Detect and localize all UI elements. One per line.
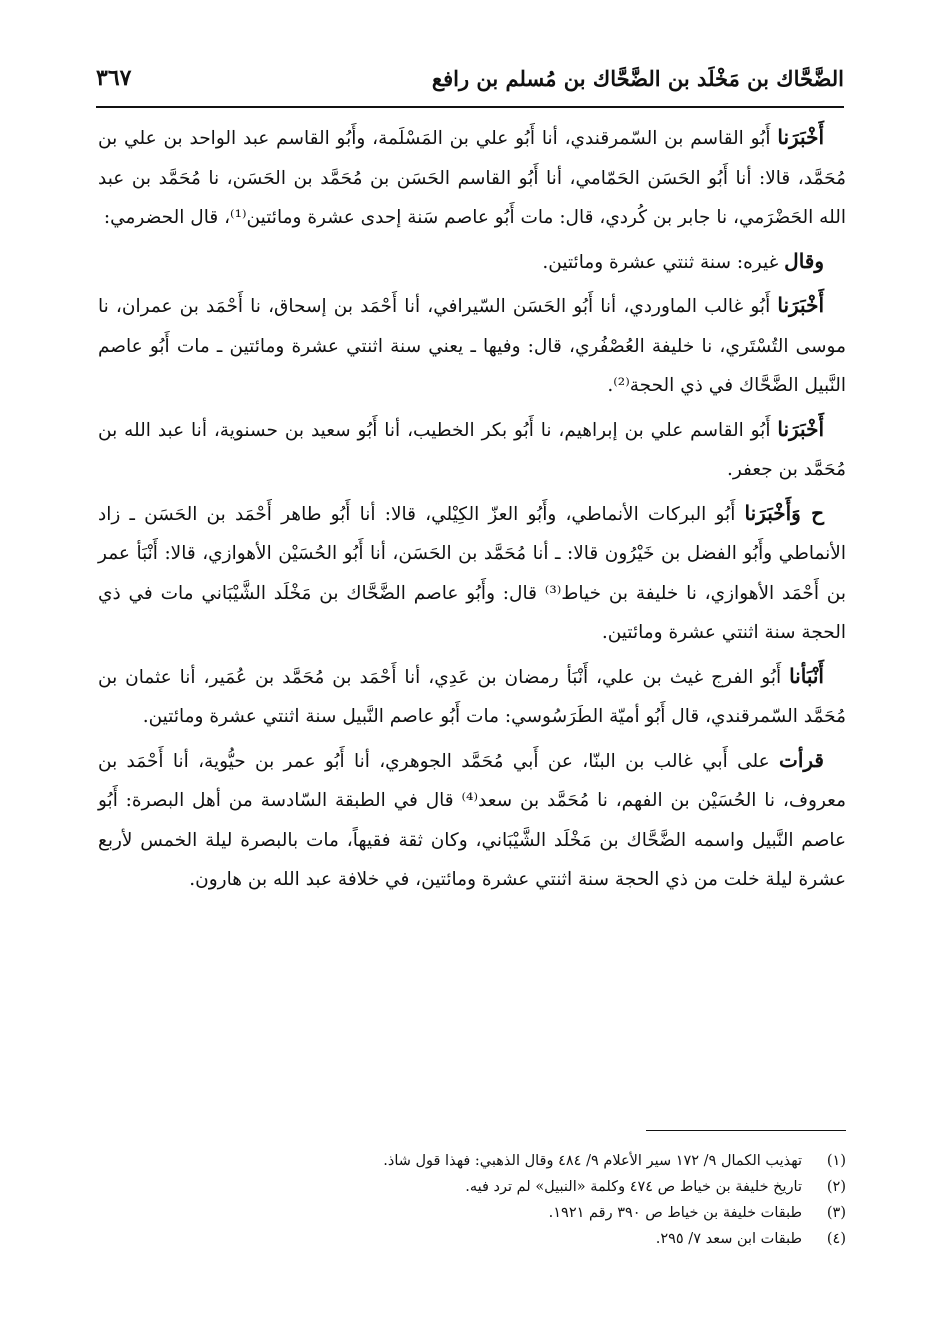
running-header xyxy=(96,52,844,104)
footnote-item xyxy=(98,1148,846,1174)
paragraph-text: أَبُو البركات الأنماطي، وأَبُو العزّ الكِيْلي، قالا: أنا أَبُو طاهر أَحْمَد بن الحَسَن ـ زاد الأنماطي وأَبُو الفضل بن خَيْرُون قالا: ـ أنا مُحَمَّد بن الحَسَن، أنا أَبُو الحُسَيْن الأهوازي، قالا: أَنْبَأ عمر بن أَحْمَد الأهوازي، نا خليفة بن خياط⁽³⁾ قال: وأَبُو عاصم الضَّحَّاك بن مَخْلَد الشَّيْبَاني مات في ذي الحجة سنة اثنتي عشرة ومائتين. xyxy=(98,503,847,643)
footnote-text: طبقات ابن سعد ٧/ ٢٩٥. xyxy=(655,1231,802,1247)
paragraph-lead-word: أَخْبَرَنا xyxy=(777,293,824,317)
paragraph-3 xyxy=(98,286,846,406)
paragraph-text: أَبُو غالب الماوردي، أنا أَبُو الحَسَن السّيرافي، أنا أَحْمَد بن إسحاق، نا أَحْمَد بن عمران، نا موسى التُسْتَري، نا خليفة العُصْفُري، قال: وفيها ـ يعني سنة اثنتي عشرة ومائتين ـ مات أَبُو عاصم النَّبيل الضَّحَّاك في ذي الحجة⁽²⁾. xyxy=(98,296,846,396)
footnote-number: (٣) xyxy=(826,1205,846,1221)
paragraph-2 xyxy=(98,242,846,283)
footnote-item xyxy=(98,1174,846,1200)
footnote-item xyxy=(98,1200,846,1226)
footnote-number: (٢) xyxy=(826,1179,846,1195)
paragraph-text: على أَبي غالب بن البنّا، عن أَبي مُحَمَّد الجوهري، أنا أَبُو عمر بن حيُّوية، أنا أَحْمَد بن معروف، نا الحُسَيْن بن الفهم، نا مُحَمَّد بن سعد⁽⁴⁾ قال في الطبقة السّادسة من أهل البصرة: أَبُو عاصم النَّبيل واسمه الضَّحَّاك بن مَخْلَد الشَّيْبَاني، وكان ثقة فقيهاً، مات بالبصرة ليلة الخمس لأربع عشرة ليلة خلت من ذي الحجة سنة اثنتي عشرة ومائتين، في خلافة عبد الله بن هارون. xyxy=(98,750,846,890)
paragraph-4 xyxy=(98,410,846,490)
paragraph-lead-word: أَخْبَرَنا xyxy=(777,416,824,441)
paragraph-lead-word: ح وَأَخْبَرَنا xyxy=(744,500,824,525)
paragraph-text: غيره: سنة ثنتي عشرة ومائتين. xyxy=(542,251,785,273)
paragraph-1 xyxy=(98,118,846,238)
paragraph-6 xyxy=(98,657,846,737)
paragraph-lead-word: أَخْبَرَنا xyxy=(777,125,824,149)
paragraph-text: أَبُو القاسم بن السّمرقندي، أنا أَبُو علي بن المَسْلَمة، وأَبُو القاسم عبد الواحد بن علي بن مُحَمَّد، قالا: أنا أَبُو الحَسَن الحَمّامي، أنا أَبُو القاسم الحَسَن بن مُحَمَّد بن الحَسَن، نا مُحَمَّد بن عبد الله الحَضْرَمي، نا جابر بن كُردي، قال: مات أَبُو عاصم سَنة إحدى عشرة ومائتين⁽¹⁾، قال الحضرمي: xyxy=(98,128,846,228)
paragraph-lead-word: أَنْبَأنا xyxy=(789,663,824,688)
header-divider xyxy=(96,106,844,108)
footnotes xyxy=(98,1148,846,1252)
header-title: الضَّحَّاك بن مَخْلَد بن الضَّحَّاك بن مُسلم بن رافع xyxy=(431,65,844,91)
footnote-number: (١) xyxy=(826,1153,846,1169)
footnote-item xyxy=(98,1226,846,1252)
footnote-text: طبقات خليفة بن خياط ص ٣٩٠ رقم ١٩٢١. xyxy=(548,1205,802,1221)
footnote-text: تهذيب الكمال ٩/ ١٧٢ سير الأعلام ٩/ ٤٨٤ وقال الذهبي: فهذا قول شاذ. xyxy=(383,1153,802,1169)
paragraph-lead-word: وقال xyxy=(784,248,824,273)
paragraph-7 xyxy=(98,741,846,900)
paragraph-lead-word: قرأت xyxy=(779,747,824,772)
paragraph-text: أَبُو القاسم علي بن إبراهيم، نا أَبُو بكر الخطيب، أنا أَبُو سعيد بن حسنوية، أنا عبد الله بن مُحَمَّد بن جعفر. xyxy=(98,419,846,480)
footnote-divider xyxy=(646,1130,846,1131)
paragraph-text: أَبُو الفرج غيث بن علي، أَنْبَأ رمضان بن عَدِي، أنا أَحْمَد بن مُحَمَّد بن عُمَير، أنا عثمان بن مُحَمَّد السّمرقندي، قال أَبُو أميّة الطَرَسُوسي: مات أَبُو عاصم النَّبيل سنة اثنتي عشرة ومائتين. xyxy=(98,666,846,727)
footnote-number: (٤) xyxy=(826,1231,846,1247)
page-number: ٣٦٧ xyxy=(96,65,132,91)
footnote-text: تاريخ خليفة بن خياط ص ٤٧٤ وكلمة «النبيل» لم ترد فيه. xyxy=(465,1179,802,1195)
paragraph-5 xyxy=(98,494,846,653)
body-text xyxy=(98,118,846,904)
